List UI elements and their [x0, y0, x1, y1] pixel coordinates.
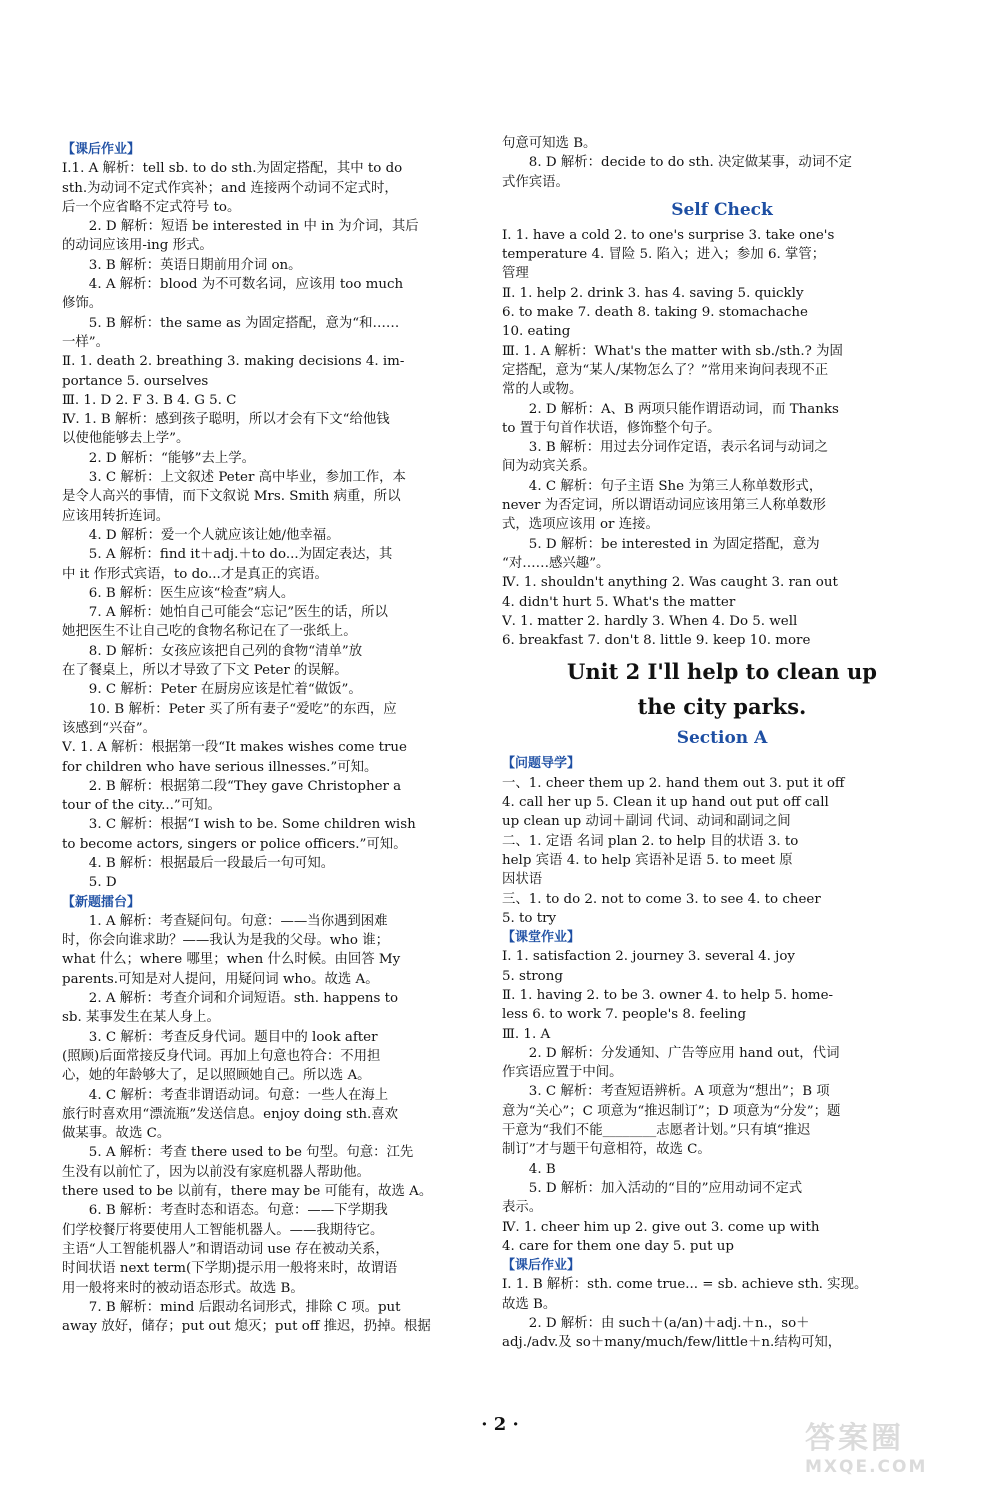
answer-line: (照顾)后面常接反身代词。再加上句意也符合：不用担 — [62, 1048, 381, 1064]
answer-line: 7. B 解析：mind 后跟动名词形式，排除 C 项。put — [88, 1299, 401, 1315]
answer-line: temperature 4. 冒险 5. 陷入；进入；参加 6. 掌管； — [502, 247, 826, 263]
answer-line: 制订”才与题干句意相符，故选 C。 — [502, 1142, 711, 1158]
answer-line: tour of the city...”可知。 — [62, 798, 221, 814]
answer-line: Ⅰ. 1. satisfaction 2. journey 3. several 4. joy — [502, 949, 795, 965]
answer-line: 句意可知选 B。 — [502, 136, 597, 151]
answer-line: 们学校餐厅将要使用人工智能机器人。——我期待它。 — [62, 1222, 384, 1238]
answer-line: 中 it 作形式宾语，to do...才是真正的宾语。 — [62, 566, 328, 582]
answer-line: 后一个应省略不定式符号 to。 — [62, 199, 241, 215]
right-column — [502, 134, 942, 1353]
answer-line: 是令人高兴的事情，而下文叙说 Mrs. Smith 病重，所以 — [62, 489, 401, 505]
answer-line: 心，她的年龄够大了，足以照顾她自己。所以选 A。 — [62, 1068, 371, 1084]
answer-line: 5. A 解析：考查 there used to be 句型。句意：江先 — [88, 1145, 414, 1161]
answer-line: 故选 B。 — [502, 1296, 557, 1312]
answer-line: 4. care for them one day 5. put up — [502, 1238, 734, 1254]
watermark-url: MXQE.COM — [805, 1457, 928, 1477]
section-tag: 【课后作业】 — [502, 1258, 581, 1274]
answer-line: Ⅱ. 1. help 2. drink 3. has 4. saving 5. quickly — [502, 285, 804, 301]
answer-line: 3. B 解析：英语日期前用介词 on。 — [88, 257, 302, 273]
section-tag: 【问题导学】 — [502, 756, 581, 772]
answer-line: Ⅲ. 1. A — [502, 1026, 551, 1042]
answer-line: 式，选项应该用 or 连接。 — [502, 517, 659, 533]
answer-line: 9. C 解析：Peter 在厨房应该是忙着“做饭”。 — [88, 682, 362, 698]
answer-line: 一样”。 — [62, 334, 110, 350]
answer-line: 10. eating — [502, 324, 571, 340]
answer-line: Ⅰ. 1. B 解析：sth. come true... = sb. achieve sth. 实现。 — [502, 1277, 868, 1293]
answer-line: 5. to try — [502, 910, 557, 926]
answer-line: 6. breakfast 7. don't 8. little 9. keep 10. more — [502, 633, 811, 649]
answer-line: Ⅰ. 1. have a cold 2. to one's surprise 3. take one's — [502, 227, 835, 243]
answer-line: 6. to make 7. death 8. taking 9. stomachache — [502, 305, 808, 321]
answer-line: portance 5. ourselves — [62, 373, 209, 389]
answer-line: 4. call her up 5. Clean it up hand out put off call — [502, 795, 829, 811]
answer-line: Ⅱ. 1. having 2. to be 3. owner 4. to help 5. home- — [502, 987, 834, 1003]
answer-line: Ⅱ. 1. death 2. breathing 3. making decisions 4. im- — [62, 354, 405, 370]
answer-line: 该感到“兴奋”。 — [62, 720, 157, 736]
answer-line: Ⅲ. 1. D 2. F 3. B 4. G 5. C — [62, 392, 237, 408]
answer-line: adj./adv.及 so＋many/much/few/little＋n.结构可知， — [502, 1335, 842, 1351]
answer-line: 6. B 解析：医生应该“检查”病人。 — [88, 585, 295, 601]
answer-line: 二、1. 定语 名词 plan 2. to help 目的状语 3. to — [502, 833, 799, 849]
answer-line: for children who have serious illnesses.”可知。 — [62, 759, 378, 775]
answer-line: Ⅳ. 1. B 解析：感到孩子聪明，所以才会有下文“给他钱 — [62, 412, 390, 428]
left-column — [62, 140, 502, 1336]
answer-line: sth.为动词不定式作宾补；and 连接两个动词不定式时， — [62, 180, 398, 196]
answer-line: 生没有以前忙了，因为以前没有家庭机器人帮助他。 — [62, 1164, 370, 1180]
answer-line: 3. C 解析：根据“I wish to be. Some children wish — [88, 817, 416, 833]
answer-line: to 置于句首作状语，修饰整个句子。 — [502, 420, 721, 436]
answer-line: 5. A 解析：find it＋adj.＋to do...为固定表达，其 — [88, 547, 393, 563]
answer-line: 常的人或物。 — [502, 382, 583, 398]
unit-title: Unit 2 I'll help to clean up — [567, 659, 877, 685]
answer-line: 3. C 解析：上文叙述 Peter 高中毕业，参加工作，本 — [88, 470, 406, 486]
answer-line: 三、1. to do 2. not to come 3. to see 4. to cheer — [502, 891, 821, 907]
answer-line: Ⅳ. 1. shouldn't anything 2. Was caught 3. ran out — [502, 575, 838, 591]
answer-line: up clean up 动词＋副词 代词、动词和副词之间 — [502, 814, 791, 830]
answer-line: 4. B — [528, 1161, 556, 1177]
answer-line: Ⅰ.1. A 解析：tell sb. to do sth.为固定搭配，其中 to do — [62, 161, 403, 177]
answer-line: there used to be 以前有，there may be 可能有，故选 A。 — [62, 1184, 433, 1200]
answer-line: 10. B 解析：Peter 买了所有妻子“爱吃”的东西，应 — [88, 701, 397, 717]
answer-line: 5. strong — [502, 968, 563, 984]
answer-line: 1. A 解析：考查疑问句。句意：——当你遇到困难 — [88, 913, 388, 929]
answer-line: 做某事。故选 C。 — [62, 1126, 171, 1142]
answer-line: 5. D 解析：加入活动的“目的”应用动词不定式 — [528, 1180, 803, 1196]
answer-line: 8. D 解析：女孩应该把自己列的食物“清单”放 — [88, 643, 363, 659]
answer-line: 2. D 解析：“能够”去上学。 — [88, 450, 256, 466]
answer-line: 4. A 解析：blood 为不可数名词，应该用 too much — [88, 277, 404, 293]
section-tag: 【课后作业】 — [62, 142, 141, 157]
section-heading: Self Check — [671, 199, 773, 220]
answer-line: 2. D 解析：分发通知、广告等应用 hand out，代词 — [528, 1045, 840, 1061]
answer-line: 8. D 解析：decide to do sth. 决定做某事，动词不定 — [528, 155, 852, 171]
answer-line: 因状语 — [502, 872, 543, 888]
answer-line: 应该用转折连词。 — [62, 508, 170, 524]
answer-line: 干意为“我们不能________志愿者计划。”只有填“推迟 — [502, 1123, 811, 1139]
unit-title: the city parks. — [637, 694, 807, 720]
answer-line: 管理 — [502, 266, 529, 282]
answer-line: 定搭配，意为“某人/某物怎么了？”常用来询问表现不正 — [502, 362, 829, 378]
answer-line: 5. D 解析：be interested in 为固定搭配，意为 — [528, 536, 820, 552]
answer-line: 6. B 解析：考查时态和语态。句意：——下学期我 — [88, 1203, 388, 1219]
answer-line: Ⅲ. 1. A 解析：What's the matter with sb./sth.? 为固 — [502, 343, 843, 359]
answer-line: “对……感兴趣”。 — [502, 555, 610, 571]
answer-line: 时，你会向谁求助？——我认为是我的父母。who 谁； — [62, 933, 389, 949]
answer-line: 表示。 — [502, 1200, 543, 1216]
answer-line: 修饰。 — [62, 296, 103, 312]
answer-line: 她把医生不让自己吃的食物名称记在了一张纸上。 — [62, 624, 357, 640]
answer-line: Ⅴ. 1. A 解析：根据第一段“It makes wishes come true — [62, 740, 407, 756]
answer-line: Ⅳ. 1. cheer him up 2. give out 3. come up with — [502, 1219, 820, 1235]
answer-line: 4. didn't hurt 5. What's the matter — [502, 594, 736, 610]
answer-line: 2. D 解析：短语 be interested in 中 in 为介词，其后 — [88, 219, 419, 235]
answer-line: 4. D 解析：爱一个人就应该让她/他幸福。 — [88, 527, 340, 543]
answer-line: 的动词应该用-ing 形式。 — [62, 238, 213, 254]
answer-line: less 6. to work 7. people's 8. feeling — [502, 1007, 747, 1023]
answer-line: 旅行时喜欢用“漂流瓶”发送信息。enjoy doing sth.喜欢 — [62, 1106, 399, 1122]
watermark-logo — [805, 1413, 985, 1483]
answer-line: 2. D 解析：A、B 两项只能作谓语动词，而 Thanks — [528, 401, 839, 417]
answer-line: sb. 某事发生在某人身上。 — [62, 1010, 220, 1026]
answer-line: 以使他能够去上学”。 — [62, 431, 190, 447]
answer-line: never 为否定词，所以谓语动词应该用第三人称单数形 — [502, 498, 826, 514]
answer-line: 2. D 解析：由 such＋(a/an)＋adj.＋n.，so＋ — [528, 1316, 810, 1332]
answer-line: 7. A 解析：她怕自己可能会“忘记”医生的话，所以 — [88, 605, 388, 621]
watermark-text: 答案圈 — [805, 1421, 904, 1456]
answer-line: 5. B 解析：the same as 为固定搭配，意为“和…… — [88, 315, 400, 331]
answer-line: 意为“关心”；C 项意为“推迟制订”；D 项意为“分发”；题 — [502, 1103, 841, 1119]
answer-line: 4. C 解析：句子主语 She 为第三人称单数形式， — [528, 478, 823, 494]
answer-line: Ⅴ. 1. matter 2. hardly 3. When 4. Do 5. well — [502, 613, 798, 629]
answer-line: 用一般将来时的被动语态形式。故选 B。 — [62, 1280, 304, 1296]
answer-line: 间为动宾关系。 — [502, 459, 596, 475]
answer-line: what 什么；where 哪里；when 什么时候。由回答 My — [62, 952, 401, 968]
answer-line: away 放好，储存；put out 熄灭；put off 推迟，扔掉。根据 — [62, 1319, 431, 1335]
section-tag: 【课堂作业】 — [502, 930, 581, 946]
answer-line: 式作宾语。 — [502, 174, 569, 190]
answer-line: 3. B 解析：用过去分词作定语，表示名词与动词之 — [528, 440, 828, 456]
answer-line: 4. B 解析：根据最后一段最后一句可知。 — [88, 855, 335, 871]
answer-line: 3. C 解析：考查短语辨析。A 项意为“想出”；B 项 — [528, 1084, 830, 1100]
section-tag: 【新题擂台】 — [62, 894, 141, 910]
answer-line: 5. D — [88, 875, 117, 891]
answer-line: to become actors, singers or police officers.”可知。 — [62, 836, 407, 852]
page-number: · 2 · — [481, 1414, 519, 1435]
answer-line: 作宾语应置于中间。 — [502, 1065, 623, 1081]
answer-line: 一、1. cheer them up 2. hand them out 3. put it off — [502, 775, 845, 791]
answer-line: 4. C 解析：考查非谓语动词。句意：一些人在海上 — [88, 1087, 389, 1103]
section-heading: Section A — [676, 728, 768, 749]
answer-line: parents.可知是对人提问，用疑问词 who。故选 A。 — [62, 971, 379, 987]
answer-line: 主语“人工智能机器人”和谓语动词 use 存在被动关系， — [62, 1241, 389, 1257]
answer-line: 3. C 解析：考查反身代词。题目中的 look after — [88, 1029, 378, 1045]
answer-line: 2. A 解析：考查介词和介词短语。sth. happens to — [88, 991, 399, 1007]
answer-line: 时间状语 next term(下学期)提示用一般将来时，故谓语 — [62, 1261, 398, 1277]
answer-line: 在了餐桌上，所以才导致了下文 Peter 的误解。 — [62, 663, 348, 679]
answer-line: 2. B 解析：根据第二段“They gave Christopher a — [88, 778, 402, 794]
answer-line: help 宾语 4. to help 宾语补足语 5. to meet 原 — [502, 852, 793, 868]
